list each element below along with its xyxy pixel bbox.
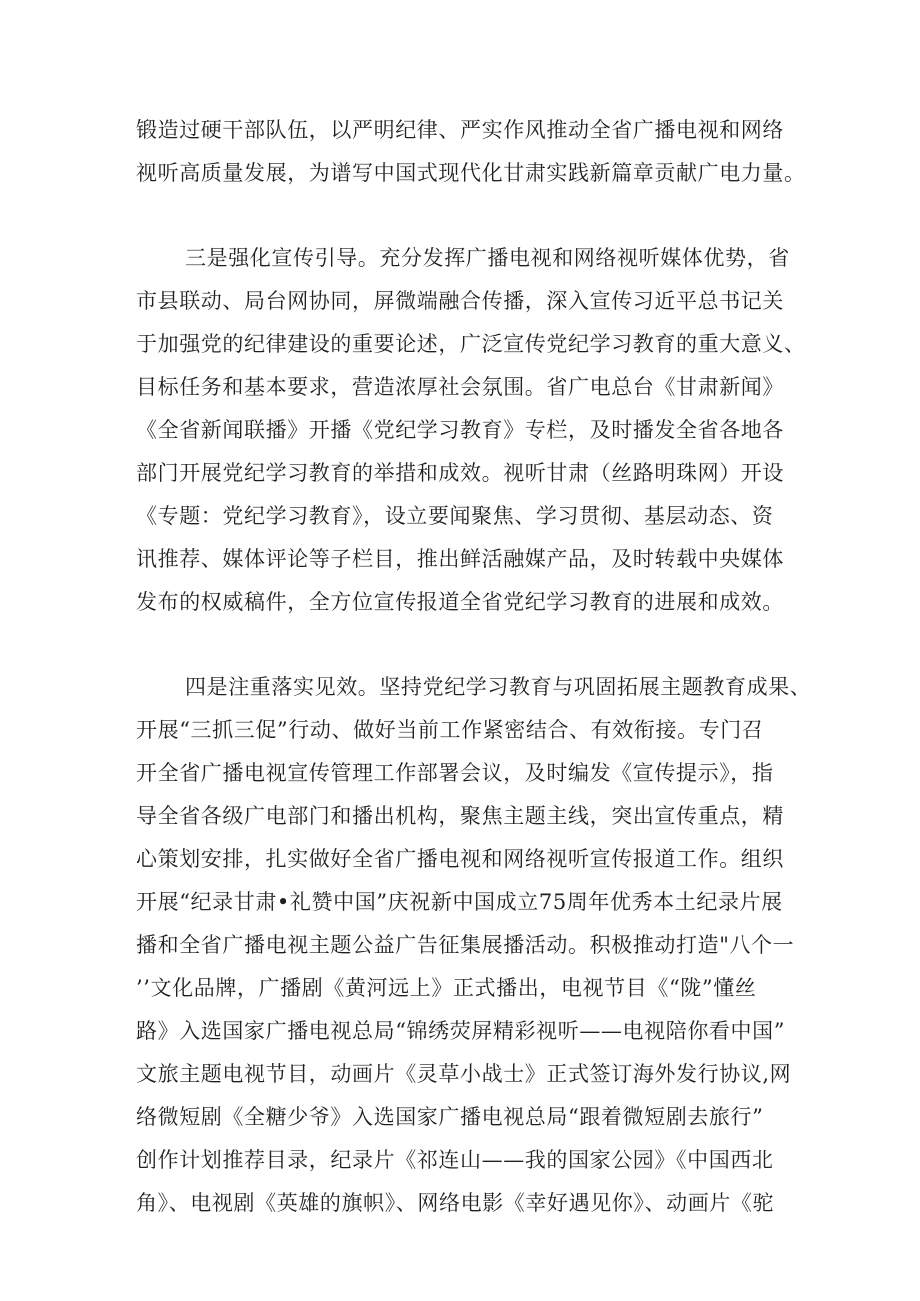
paragraph-line: 锻造过硬干部队伍，以严明纪律、严实作风推动全省广播电视和网络 — [136, 118, 784, 142]
paragraph-line: 目标任务和基本要求，营造浓厚社会氛围。省广电总台《甘肃新闻》 — [136, 375, 784, 399]
paragraph-line: 发布的权威稿件，全方位宣传报道全省党纪学习教育的进展和成效。 — [136, 590, 784, 614]
paragraph-line: 开展“三抓三促”行动、做好当前工作紧密结合、有效衔接。专门召 — [136, 718, 764, 742]
paragraph-line: 部门开展党纪学习教育的举措和成效。视听甘肃（丝路明珠网）开设 — [136, 461, 784, 485]
paragraph-line: 角》、电视剧《英雄的旗帜》、网络电影《幸好遇见你》、动画片《驼 — [136, 1191, 775, 1215]
paragraph-line: 创作计划推荐目录，纪录片《祁连山——我的国家公园》《中国西北 — [136, 1148, 774, 1172]
paragraph-3-first-line: 三是强化宣传引导。充分发挥广播电视和网络视听媒体优势，省 — [185, 246, 790, 270]
paragraph-line: 于加强党的纪律建设的重要论述，广泛宣传党纪学习教育的重大意义、 — [136, 332, 806, 356]
paragraph-line: 心策划安排，扎实做好全省广播电视和网络视听宣传报道工作。组织 — [136, 847, 784, 871]
paragraph-line: 络微短剧《全糖少爷》入选国家广播电视总局“跟着微短剧去旅行” — [136, 1105, 764, 1129]
paragraph-line: 《全省新闻联播》开播《党纪学习教育》专栏，及时播发全省各地各 — [136, 418, 784, 442]
paragraph-line: 视听高质量发展，为谱写中国式现代化甘肃实践新篇章贡献广电力量。 — [136, 161, 806, 185]
paragraph-line: 路》入选国家广播电视总局“锦绣荧屏精彩视听——电视陪你看中国” — [136, 1019, 786, 1043]
paragraph-line: 播和全省广播电视主题公益广告征集展播活动。积极推动打造"八个一 — [136, 933, 795, 957]
paragraph-line: 开展“纪录甘肃•礼赞中国”庆祝新中国成立75周年优秀本土纪录片展 — [136, 890, 783, 914]
paragraph-4-first-line: 四是注重落实见效。坚持党纪学习教育与巩固拓展主题教育成果、 — [185, 675, 812, 699]
paragraph-line: 开全省广播电视宣传管理工作部署会议，及时编发《宣传提示》，指 — [136, 761, 774, 785]
paragraph-line: 导全省各级广电部门和播出机构，聚焦主题主线，突出宣传重点，精 — [136, 804, 784, 828]
paragraph-line: 讯推荐、媒体评论等子栏目，推出鲜活融媒产品，及时转载中央媒体 — [136, 547, 784, 571]
paragraph-line: 《专题：党纪学习教育》，设立要闻聚焦、学习贯彻、基层动态、资 — [136, 504, 774, 528]
paragraph-line: 文旅主题电视节目，动画片《灵草小战士》正式签订海外发行协议,网 — [136, 1062, 792, 1086]
paragraph-line: 市县联动、局台网协同，屏微端融合传播，深入宣传习近平总书记关 — [136, 289, 784, 313]
paragraph-line: ’’文化品牌，广播剧《黄河远上》正式播出，电视节目《“陇”懂丝 — [136, 976, 757, 1000]
